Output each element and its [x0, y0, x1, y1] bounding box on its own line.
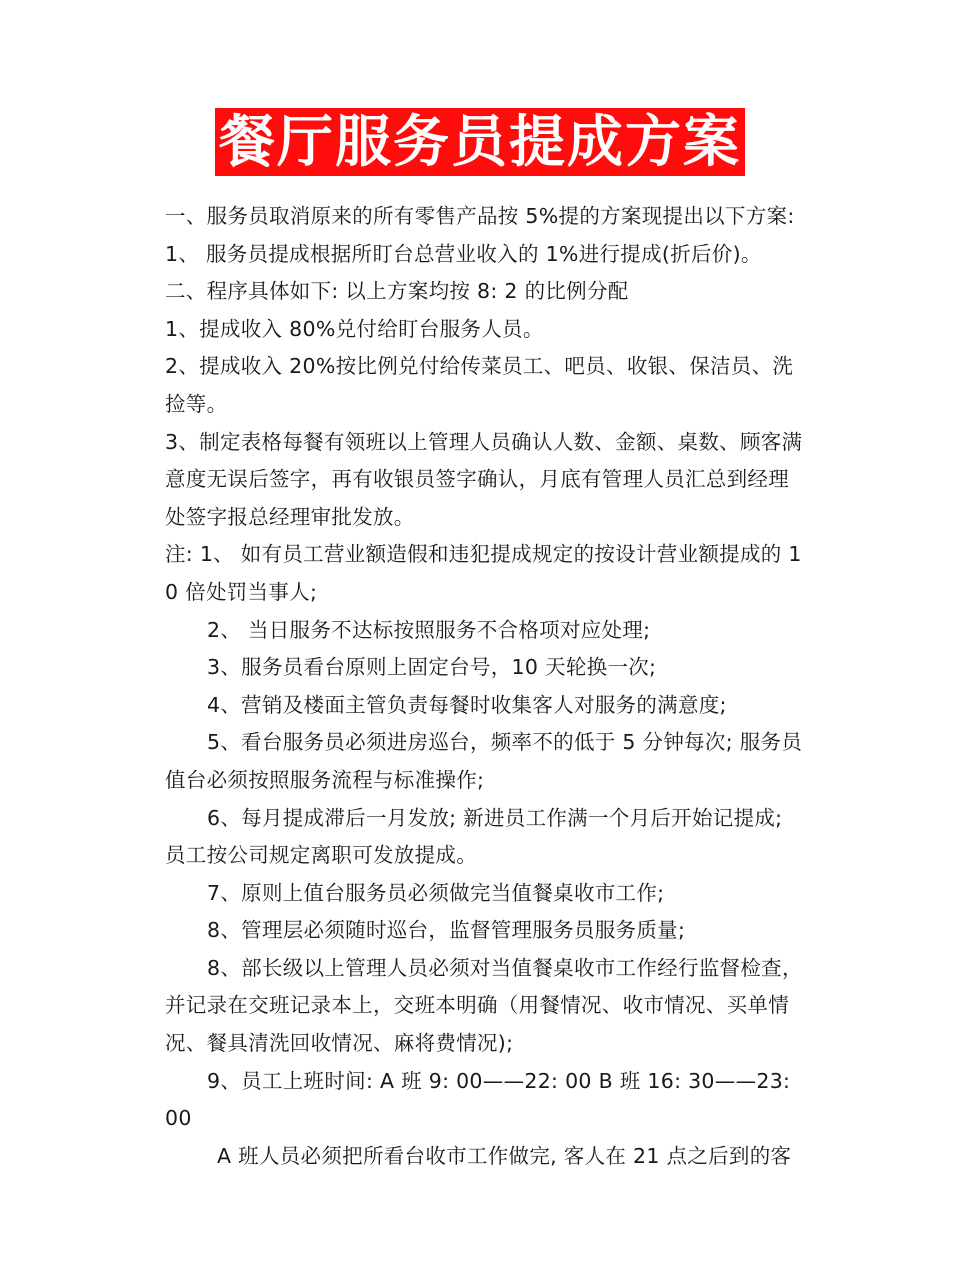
paragraph-note-8b: 8、部长级以上管理人员必须对当值餐桌收市工作经行监督检查，并记录在交班记录本上，交班本明确（用餐情况、收市情况、买单情况、餐具清洗回收情况、麻将费情况); [165, 955, 803, 1056]
paragraph-section-2: 二、程序具体如下: 以上方案均按 8: 2 的比例分配 [165, 279, 629, 304]
paragraph-shift-a: A 班人员必须把所看台收市工作做完, 客人在 21 点之后到的客 [217, 1143, 792, 1168]
paragraph-note-6: 6、每月提成滞后一月发放; 新进员工作满一个月后开始记提成; 员工按公司规定离职可发放提成。 [165, 805, 783, 868]
paragraph-note-5: 5、看台服务员必须进房巡台，频率不的低于 5 分钟每次; 服务员值台必须按照服务流程与标准操作; [165, 730, 803, 792]
paragraph-note-1: 注: 1、 如有员工营业额造假和违犯提成规定的按设计营业额提成的 10 倍处罚当事人; [165, 542, 802, 604]
paragraph-item-1: 1、提成收入 80%兑付给盯台服务人员。 [165, 316, 544, 341]
paragraph-note-7: 7、原则上值台服务员必须做完当值餐桌收市工作; [207, 880, 665, 905]
paragraph-note-8a: 8、管理层必须随时巡台，监督管理服务员服务质量; [207, 918, 686, 943]
paragraph-commission-rule: 1、 服务员提成根据所盯台总营业收入的 1%进行提成(折后价)。 [165, 241, 762, 266]
paragraph-section-1: 一、服务员取消原来的所有零售产品按 5%提的方案现提出以下方案: [165, 204, 795, 228]
document-title: 餐厅服务员提成方案 [215, 108, 745, 176]
paragraph-note-9: 9、员工上班时间: A 班 9: 00——22: 00 B 班 16: 30——23: 00 [165, 1068, 791, 1131]
paragraph-item-2: 2、提成收入 20%按比例兑付给传菜员工、吧员、收银、保洁员、洗捡等。 [165, 354, 794, 416]
title-banner [0, 108, 960, 176]
paragraph-note-2: 2、 当日服务不达标按照服务不合格项对应处理; [207, 617, 651, 642]
document-body [165, 198, 805, 1175]
paragraph-item-3: 3、制定表格每餐有领班以上管理人员确认人数、金额、桌数、顾客满意度无误后签字，再有收银员签字确认，月底有管理人员汇总到经理处签字报总经理审批发放。 [165, 429, 803, 529]
paragraph-note-3: 3、服务员看台原则上固定台号，10 天轮换一次; [207, 655, 657, 680]
paragraph-note-4: 4、营销及楼面主管负责每餐时收集客人对服务的满意度; [207, 692, 727, 717]
